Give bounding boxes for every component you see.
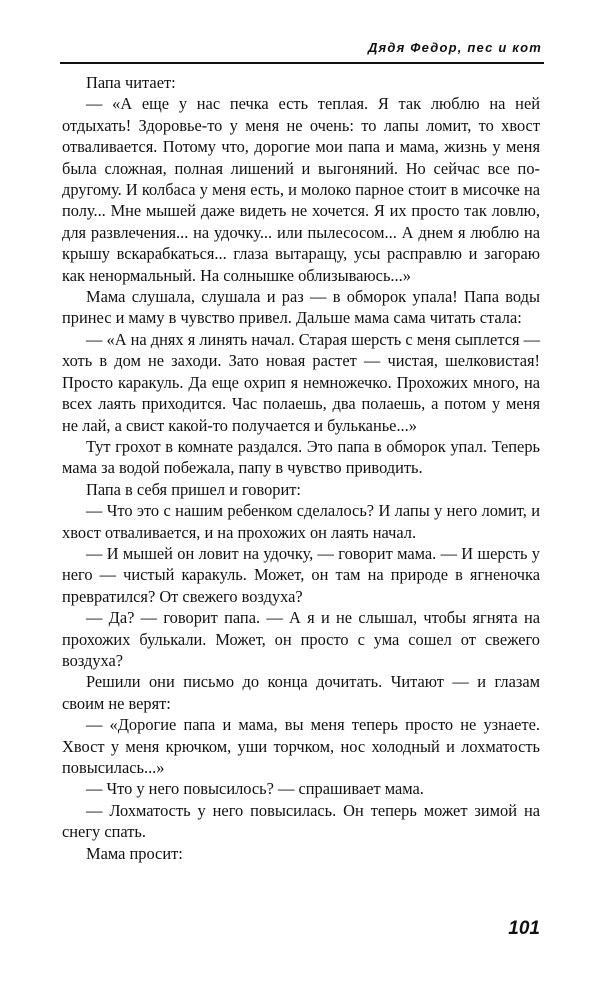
text-body [62,72,540,864]
paragraph: Мама слушала, слушала и раз — в обморок упала! Папа воды принес и маму в чувство привел. Дальше мама сама читать стала: [62,287,540,328]
paragraph: — Что у него повысилось? — спрашивает мама. [86,779,424,799]
page-number: 101 [508,918,540,939]
paragraph: — Да? — говорит папа. — А я и не слышал, чтобы ягнята на прохожих булькали. Может, он просто с ума сошел от свежего воздуха? [62,608,540,670]
paragraph: — И мышей он ловит на удочку, — говорит мама. — И шерсть у него — чистый каракуль. Может, он там на природе в ягненочка превратился? От свежего воздуха? [62,543,540,606]
paragraph: — «А еще у нас печка есть теплая. Я так люблю на ней отдыхать! Здоровье-то у меня не очень: то лапы ломит, то хвост отваливается. Потому что, дорогие мои папа и мама, жизнь у меня была сложная, полная лишений и выгоняний. Но сейчас все по-другому. И колбаса у меня есть, и молоко парное стоит в мисочке на полу... Мне мышей даже видеть не хочется. Я их просто так ловлю, для развлечения... на удочку... или пылесосом... А днем я люблю на крышу вскарабкаться... глаза вытаращу, усы расправлю и загораю как ненормальный. На солнышке облизываюсь...» [62,94,540,285]
running-header: Дядя Федор, пес и кот [367,40,542,55]
paragraph: Тут грохот в комнате раздался. Это папа в обморок упал. Теперь мама за водой побежала, папу в чувство приводить. [62,436,540,478]
paragraph: — Лохматость у него повысилась. Он теперь может зимой на снегу спать. [62,800,540,842]
paragraph: Папа в себя пришел и говорит: [86,479,301,499]
paragraph: Решили они письмо до конца дочитать. Читают — и глазам своим не верят: [62,672,540,713]
paragraph: — «Дорогие папа и мама, вы меня теперь просто не узнаете. Хвост у меня крючком, уши торчком, нос холодный и лохматость повысилась...» [62,715,540,777]
paragraph: — «А на днях я линять начал. Старая шерсть с меня сыплется — хоть в дом не заходи. Зато новая растет — чистая, шелковистая! Просто каракуль. Да еще охрип я немножечко. Прохожих много, на всех лаять приходится. Час полаешь, два полаешь, а потом у меня не лай, а свист какой-то получается и бульканье...» [62,329,540,435]
header-rule [60,62,544,64]
paragraph: Мама просит: [86,843,183,863]
paragraph: Папа читает: [86,73,176,92]
paragraph: — Что это с нашим ребенком сделалось? И лапы у него ломит, и хвост отваливается, и на прохожих он лаять начал. [62,501,540,542]
